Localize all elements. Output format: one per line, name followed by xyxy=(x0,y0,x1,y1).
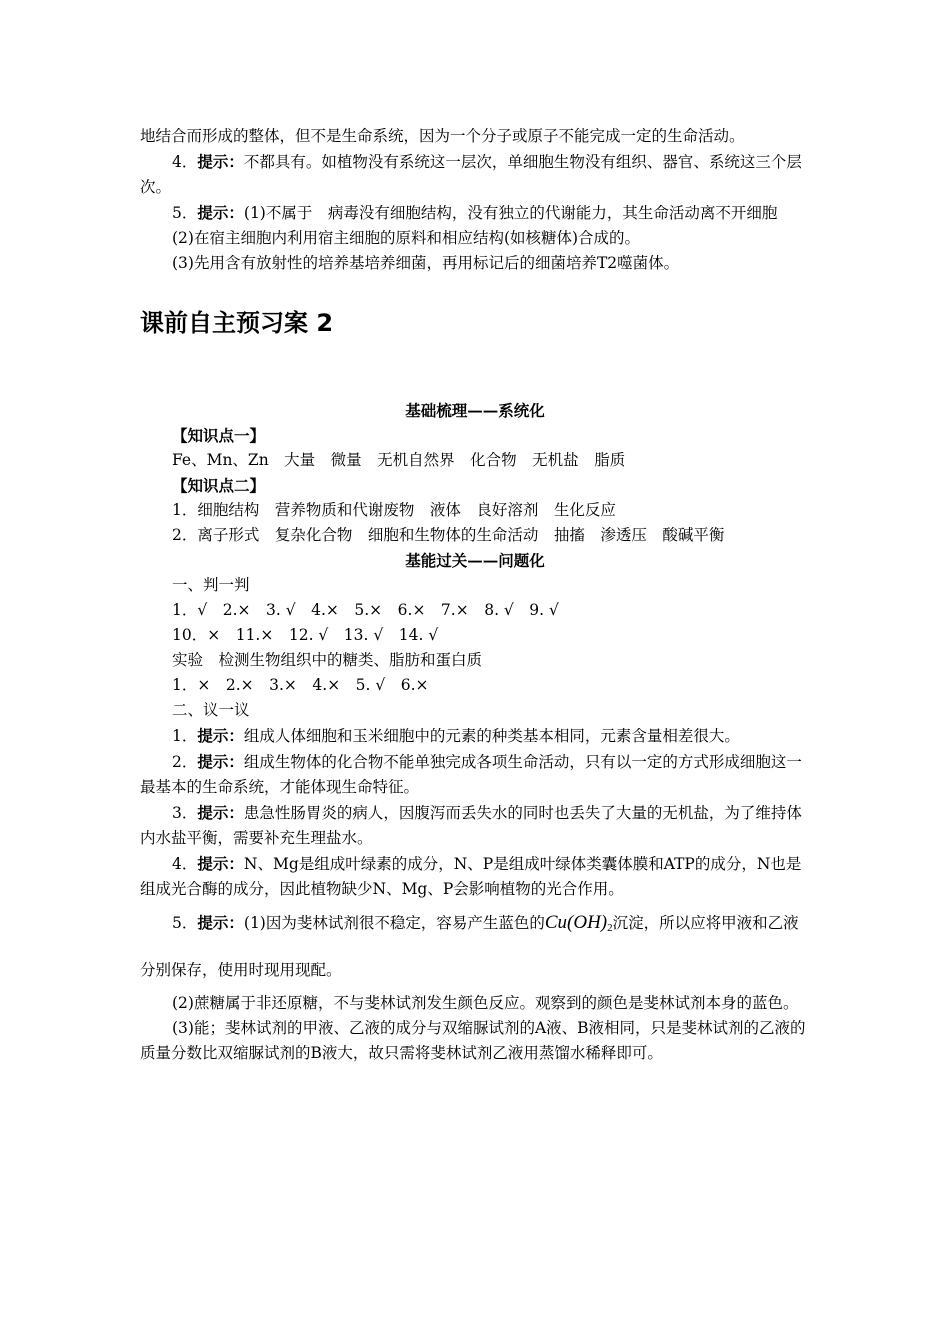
experiment-answers: 1．× 2.× 3.× 4.× 5. √ 6.× xyxy=(172,676,429,694)
section-title: 课前自主预习案 2 xyxy=(140,309,334,337)
basics-heading: 基础梳理——系统化 xyxy=(405,401,545,420)
part-2-heading: 二、议一议 xyxy=(172,701,250,719)
discuss-3: 3．提示：患急性肠胃炎的病人，因腹泻而丢失水的同时也丢失了大量的无机盐，为了维持体内水盐平衡，需要补充生理盐水。 xyxy=(140,803,802,847)
discuss-5: 5．提示：(1)因为斐林试剂很不稳定，容易产生蓝色的$Cu(OH)_2$沉淀，所以应将甲液和乙液分别保存，使用时现用现配。 xyxy=(140,912,799,979)
knowledge-point-2-line-2: 2．离子形式 复杂化合物 细胞和生物体的生命活动 抽搐 渗透压 酸碱平衡 xyxy=(172,526,725,544)
experiment-heading: 实验 检测生物组织中的糖类、脂肪和蛋白质 xyxy=(172,651,483,669)
knowledge-point-1-label: 【知识点一】 xyxy=(172,426,266,445)
knowledge-point-2-label: 【知识点二】 xyxy=(172,476,266,495)
answer-5-part-3: (3)先用含有放射性的培养基培养细菌，再用标记后的细菌培养T2噬菌体。 xyxy=(172,254,680,272)
copper-hydroxide-formula: $Cu(OH)_2$ xyxy=(544,912,613,934)
discuss-1: 1．提示：组成人体细胞和玉米细胞中的元素的种类基本相同，元素含量相差很大。 xyxy=(172,726,740,745)
answer-5: 5．提示：(1)不属于 病毒没有细胞结构，没有独立的代谢能力，其生命活动离不开细胞 xyxy=(172,203,778,222)
discuss-5-part-2: (2)蔗糖属于非还原糖，不与斐林试剂发生颜色反应。观察到的颜色是斐林试剂本身的蓝色。 xyxy=(172,994,799,1012)
knowledge-point-1-text: Fe、Mn、Zn 大量 微量 无机自然界 化合物 无机盐 脂质 xyxy=(172,451,626,469)
checks-heading: 基能过关——问题化 xyxy=(405,551,545,570)
discuss-4: 4．提示：N、Mg是组成叶绿素的成分，N、P是组成叶绿体类囊体膜和ATP的成分，N也是组成光合酶的成分，因此植物缺少N、Mg、P会影响植物的光合作用。 xyxy=(140,854,802,898)
knowledge-point-2-line-1: 1．细胞结构 营养物质和代谢废物 液体 良好溶剂 生化反应 xyxy=(172,501,616,519)
answer-5-part-2: (2)在宿主细胞内利用宿主细胞的原料和相应结构(如核糖体)合成的。 xyxy=(172,229,641,247)
part-1-heading: 一、判一判 xyxy=(172,576,250,594)
document-page xyxy=(140,124,810,1066)
judge-answers-line-1: 1．√ 2.× 3. √ 4.× 5.× 6.× 7.× 8. √ 9. √ xyxy=(172,601,559,619)
discuss-5-part-3: (3)能；斐林试剂的甲液、乙液的成分与双缩脲试剂的A液、B液相同，只是斐林试剂的乙液的质量分数比双缩脲试剂的B液大，故只需将斐林试剂乙液用蒸馏水稀释即可。 xyxy=(140,1019,806,1062)
judge-answers-line-2: 10．× 11.× 12. √ 13. √ 14. √ xyxy=(172,626,439,644)
paragraph-continued: 地结合而形成的整体，但不是生命系统，因为一个分子或原子不能完成一定的生命活动。 xyxy=(140,127,745,145)
answer-4: 4．提示：不都具有。如植物没有系统这一层次，单细胞生物没有组织、器官、系统这三个层次。 xyxy=(140,152,802,196)
discuss-2: 2．提示：组成生物体的化合物不能单独完成各项生命活动，只有以一定的方式形成细胞这一最基本的生命系统，才能体现生命特征。 xyxy=(140,752,802,796)
